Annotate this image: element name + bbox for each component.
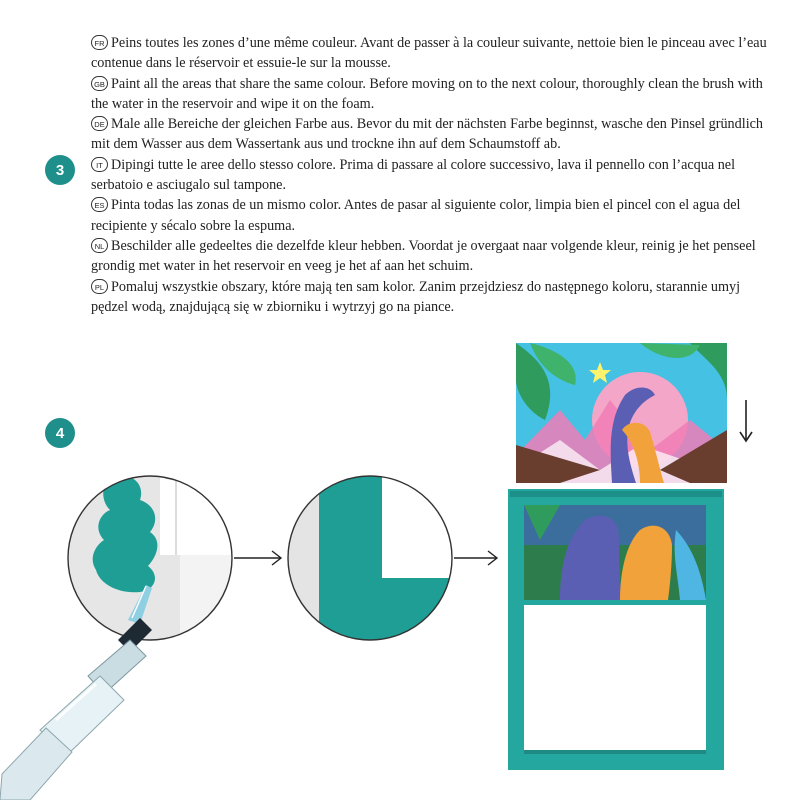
arrow-right-icon — [454, 551, 497, 565]
arrow-down-icon — [740, 400, 752, 441]
step-4-badge: 4 — [45, 418, 75, 448]
instruction-de-text: Male alle Bereiche der gleichen Farbe aus. Bevor du mit der nächsten Farbe beginnst, wasche den Pinsel gründlich mit dem Wasser aus dem Wassertank aus und trockne ihn auf dem Schaumstoff ab. — [91, 116, 764, 153]
zoom-circle-brushing — [60, 470, 250, 650]
lang-badge-gb: GB — [91, 76, 108, 91]
instruction-fr-text: Peins toutes les zones d’une même couleur. Avant de passer à la couleur suivante, nettoie bien le pinceau avec l’eau contenue dans le réservoir et essuie-le sur la mousse. — [91, 35, 767, 72]
lang-badge-pl: PL — [91, 279, 108, 294]
step-3-badge: 3 — [45, 155, 75, 185]
instruction-pl-text: Pomaluj wszystkie obszary, które mają ten sam kolor. Zanim przejdziesz do następnego koloru, starannie umyj pędzel wodą, znajdującą się w zbiorniku i wytrzyj go na piance. — [91, 278, 741, 315]
arrow-right-icon — [234, 551, 281, 565]
unpainted-area — [524, 605, 706, 750]
lang-badge-fr: FR — [91, 35, 108, 50]
lang-badge-nl: NL — [91, 238, 108, 253]
lang-badge-de: DE — [91, 116, 108, 131]
painting-frame — [508, 489, 724, 770]
picture-card — [516, 343, 727, 483]
instruction-nl-text: Beschilder alle gedeeltes die dezelfde kleur hebben. Voordat je overgaat naar volgende kleur, reinig je het penseel grondig met water in het reservoir en veeg je het af aan het schuim. — [91, 237, 756, 275]
instruction-es-text: Pinta todas las zonas de un mismo color. Antes de pasar al siguiente color, limpia bien el pincel con el agua del recipiente y sécalo sobre la espuma. — [91, 197, 741, 234]
lang-badge-it: IT — [91, 157, 108, 172]
zoom-circle-painted — [286, 474, 456, 644]
instruction-gb-text: Paint all the areas that share the same colour. Before moving on to the next colour, thoroughly clean the brush with the water in the reservoir and wipe it on the foam. — [91, 75, 763, 112]
frame-picture-window — [524, 505, 706, 600]
lang-badge-es: ES — [91, 197, 108, 212]
instruction-it-text: Dipingi tutte le aree dello stesso colore. Prima di passare al colore successivo, lava il pennello con l’acqua nel serbatoio e asciugalo sul tampone. — [91, 156, 736, 194]
